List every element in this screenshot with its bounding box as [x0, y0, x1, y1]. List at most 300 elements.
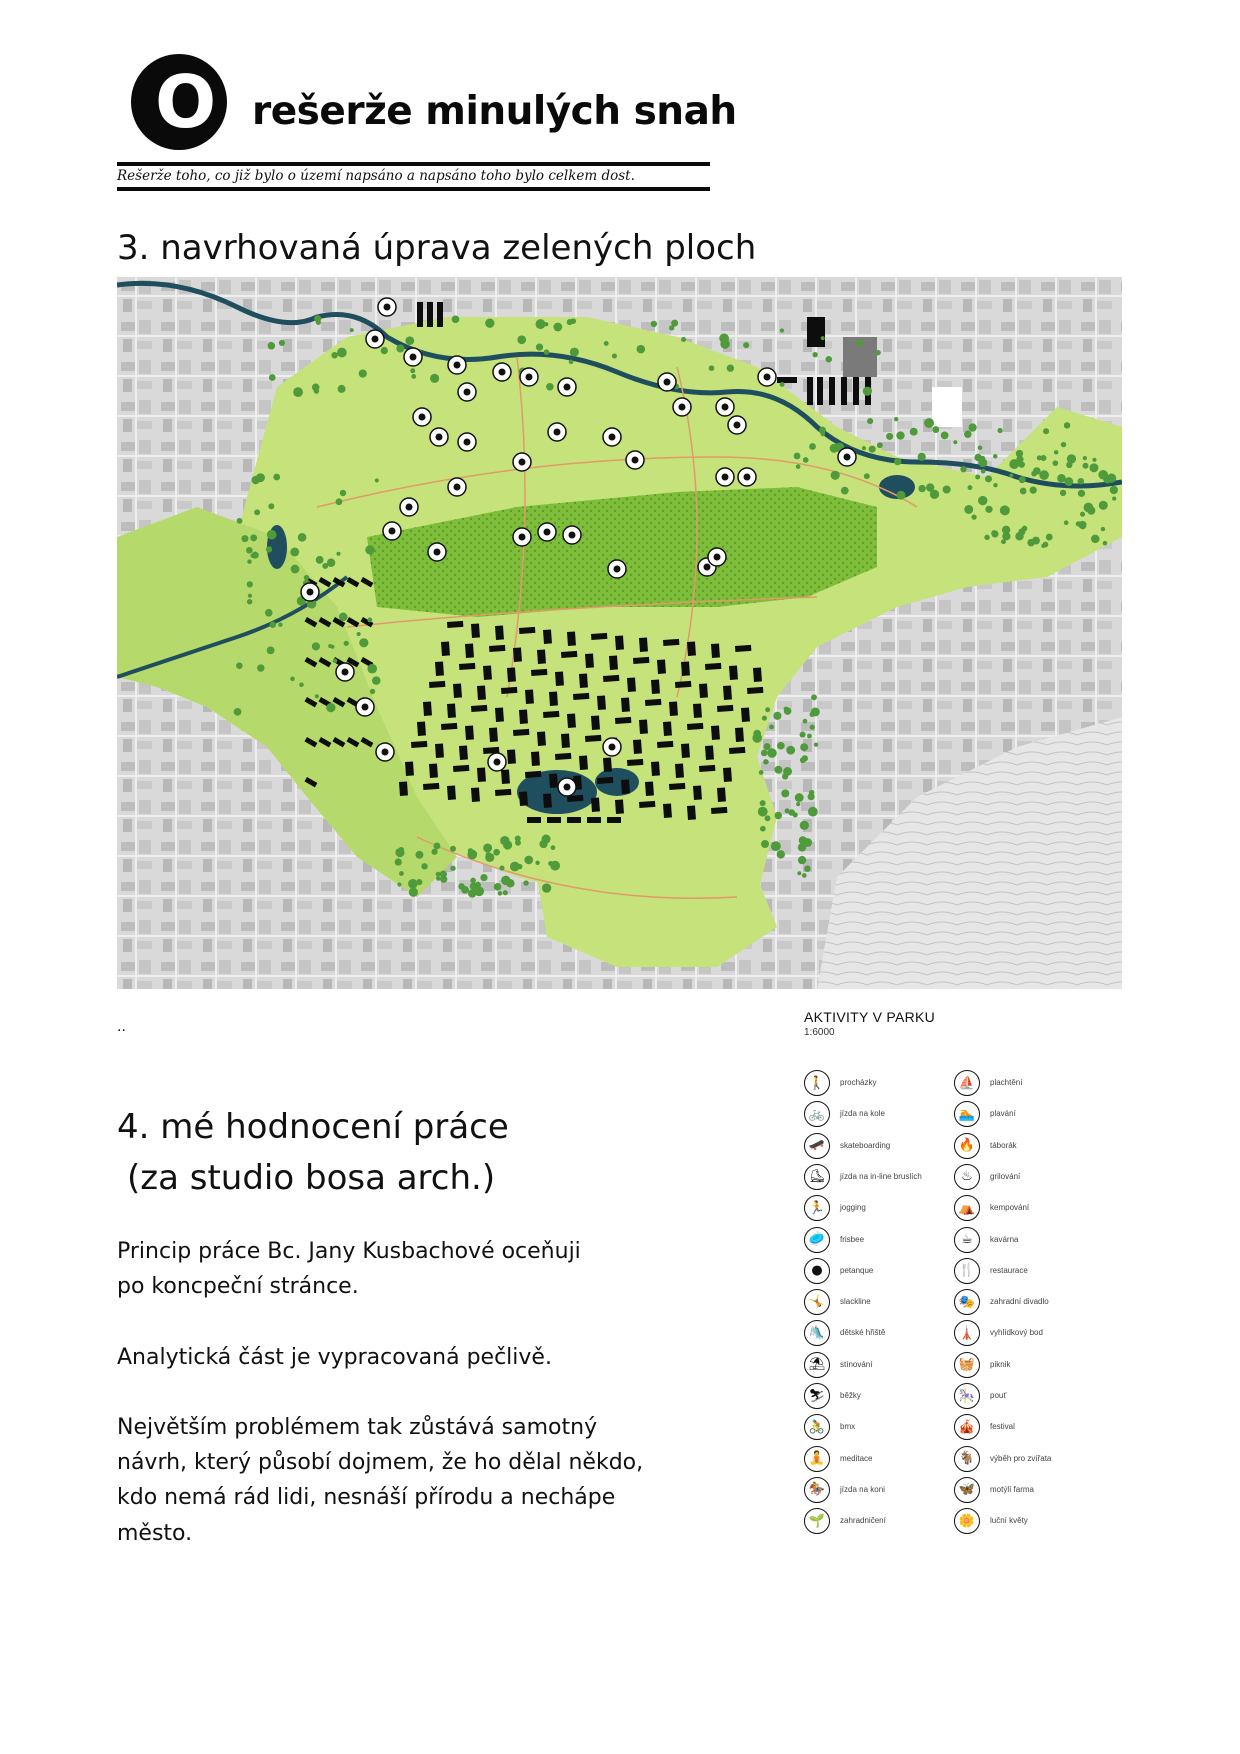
building-block	[675, 763, 684, 778]
tree	[1078, 490, 1085, 497]
tree	[720, 339, 730, 349]
legend-item-label: zahradní divadlo	[990, 1297, 1049, 1307]
building-block	[639, 801, 655, 808]
tree	[336, 498, 343, 505]
slackline-icon: 🤸	[804, 1289, 830, 1315]
tree	[1101, 527, 1105, 531]
fair-icon: 🎠	[954, 1383, 980, 1409]
building-block	[405, 761, 414, 776]
tree	[421, 863, 427, 869]
tree	[1064, 422, 1070, 428]
legend-item-label: bmx	[840, 1422, 856, 1432]
tree	[1103, 541, 1108, 546]
tree	[775, 812, 782, 819]
tree	[365, 545, 374, 554]
tree	[344, 641, 349, 646]
tree	[405, 336, 414, 345]
tree	[340, 490, 346, 496]
activity-marker	[673, 398, 691, 416]
legend-item-label: pouť	[990, 1391, 1007, 1400]
building-block	[531, 751, 540, 766]
building-block	[615, 635, 624, 650]
logo-letter: O	[155, 60, 217, 144]
legend-item	[804, 1318, 885, 1348]
cafe-icon: ☕	[954, 1227, 980, 1253]
tree	[985, 506, 992, 513]
paragraph-problem	[117, 1410, 643, 1551]
tree	[536, 319, 546, 329]
building-block	[561, 733, 570, 748]
legend-item	[954, 1193, 1029, 1223]
tree	[485, 319, 494, 328]
tree	[1092, 467, 1097, 472]
tree	[1043, 542, 1049, 548]
tree	[246, 547, 253, 554]
tree	[267, 646, 275, 654]
activity-marker	[448, 478, 466, 496]
tree	[550, 861, 560, 871]
building-block	[525, 689, 534, 704]
tree	[758, 807, 768, 817]
petanque-icon: ●	[804, 1258, 830, 1284]
building-block	[687, 805, 696, 820]
building-block	[531, 669, 547, 676]
restaurant-icon: 🍴	[954, 1258, 980, 1284]
tree	[797, 871, 801, 875]
tree	[436, 876, 441, 881]
tree	[863, 387, 872, 396]
legend-item-label: dětské hřiště	[840, 1328, 886, 1338]
tree	[894, 417, 898, 421]
tree	[359, 638, 368, 647]
building-block	[615, 799, 624, 814]
building-block	[717, 705, 733, 712]
tree	[452, 316, 460, 324]
tree	[1027, 539, 1034, 546]
tree	[943, 485, 951, 493]
tree	[546, 383, 554, 391]
tree	[763, 759, 769, 765]
building-block	[711, 643, 720, 658]
building-block	[729, 665, 738, 680]
legend-item-label: jízda na kole	[840, 1109, 885, 1119]
building-block	[633, 739, 642, 754]
tree	[267, 530, 277, 540]
tree	[357, 632, 361, 636]
activity-marker	[558, 778, 576, 796]
tree	[291, 565, 300, 574]
tree	[278, 623, 282, 627]
legend-item-label: kavárna	[990, 1234, 1019, 1244]
tree	[651, 321, 657, 327]
tree	[269, 374, 276, 381]
tree	[500, 836, 509, 845]
tree	[862, 446, 866, 450]
tree	[539, 840, 547, 848]
tree	[975, 475, 980, 480]
building-block	[681, 661, 690, 676]
logo-mark	[131, 54, 227, 150]
tree	[501, 876, 510, 885]
activity-marker	[376, 743, 394, 761]
tree	[381, 347, 388, 354]
building-block	[723, 685, 732, 700]
tree	[765, 707, 770, 712]
tree	[798, 856, 806, 864]
tree	[727, 365, 734, 372]
building-block	[657, 741, 673, 748]
legend-item-label: jogging	[840, 1203, 866, 1213]
building-block	[621, 697, 630, 712]
tree	[964, 505, 973, 514]
activity-marker	[430, 428, 448, 446]
building-block	[465, 643, 474, 658]
tree	[897, 491, 906, 500]
legend-item	[954, 1381, 1006, 1411]
playground-icon: 🛝	[804, 1320, 830, 1346]
legend-item	[804, 1162, 922, 1192]
tree	[234, 708, 242, 716]
tree	[796, 464, 801, 469]
tree	[367, 664, 377, 674]
legend-item-label: výběh pro zvířata	[990, 1453, 1052, 1463]
tree	[669, 325, 674, 330]
tree	[503, 890, 508, 895]
building-block	[471, 787, 480, 802]
campfire-icon: 🔥	[954, 1133, 980, 1159]
tree	[486, 852, 491, 857]
tree	[886, 433, 893, 440]
activity-marker	[758, 368, 776, 386]
tree	[978, 458, 987, 467]
meditation-icon: 🧘	[804, 1446, 830, 1472]
jogging-icon: 🏃	[804, 1195, 830, 1221]
building-block	[663, 803, 672, 818]
building-block	[477, 685, 486, 700]
building-block	[567, 713, 576, 728]
activity-marker	[356, 698, 374, 716]
tree	[436, 872, 441, 877]
tree	[964, 430, 972, 438]
legend-item	[954, 1475, 1034, 1505]
gardening-icon: 🌱	[804, 1508, 830, 1534]
tree	[1030, 487, 1037, 494]
legend-item-label: slackline	[840, 1297, 871, 1307]
tree	[290, 548, 299, 557]
building-block	[651, 761, 660, 776]
tree	[831, 471, 840, 480]
building-block	[471, 705, 487, 712]
tree	[910, 428, 918, 436]
building-block	[561, 651, 577, 658]
tree	[570, 348, 579, 357]
legend-item	[954, 1506, 1028, 1536]
tree	[337, 348, 347, 358]
tree	[268, 342, 276, 350]
tree	[941, 432, 949, 440]
tree	[316, 320, 321, 325]
legend-item	[804, 1256, 873, 1286]
legend-item	[954, 1318, 1043, 1348]
tree	[430, 374, 439, 383]
tree	[777, 850, 785, 858]
legend-item	[804, 1506, 886, 1536]
tree	[971, 514, 976, 519]
tree	[551, 845, 556, 850]
tree	[431, 849, 437, 855]
tree	[247, 559, 251, 563]
activity-marker	[558, 378, 576, 396]
legend-item	[804, 1412, 855, 1442]
tree	[864, 473, 870, 479]
bmx-icon: 🚴	[804, 1414, 830, 1440]
legend-item-label: procházky	[840, 1078, 877, 1087]
building-block	[747, 687, 763, 694]
tree	[894, 458, 901, 465]
tree	[808, 807, 818, 817]
activity-marker	[366, 330, 384, 348]
tree	[494, 883, 502, 891]
tree	[877, 442, 883, 448]
tree	[257, 664, 264, 671]
tree	[773, 712, 781, 720]
building-block	[495, 707, 504, 722]
building-block	[657, 659, 666, 674]
legend-item-label: plavání	[990, 1109, 1016, 1119]
tree	[483, 843, 492, 852]
building-block	[441, 641, 450, 656]
tree	[804, 865, 810, 871]
tree	[1033, 467, 1041, 475]
tree	[569, 360, 574, 365]
tree	[825, 356, 832, 363]
tree	[762, 716, 767, 721]
legend-item-label: restaurace	[990, 1265, 1028, 1275]
tree	[336, 552, 340, 556]
tree	[875, 350, 880, 355]
building-block	[423, 783, 439, 790]
tree	[760, 800, 766, 806]
tree	[298, 533, 307, 542]
legend-scale: 1:6000	[804, 1027, 835, 1038]
legend-item-label: skateboarding	[840, 1140, 891, 1150]
tree	[1020, 488, 1027, 495]
building-block	[447, 703, 456, 718]
tree	[375, 478, 379, 482]
tree	[480, 874, 487, 881]
tree	[411, 374, 416, 379]
tree	[993, 454, 998, 459]
legend-item-label: grilování	[990, 1171, 1021, 1181]
tree	[410, 368, 415, 373]
tree	[397, 882, 401, 886]
building-block	[585, 653, 594, 668]
tree	[1112, 497, 1116, 501]
tree	[1009, 473, 1013, 477]
header-rule-bottom	[117, 187, 710, 191]
building-block	[579, 673, 588, 688]
tree	[237, 518, 243, 524]
paragraph-line: po koncpeční stránce.	[117, 1274, 359, 1300]
activity-marker	[563, 526, 581, 544]
tree	[250, 534, 257, 541]
legend-item	[804, 1099, 885, 1129]
tree	[273, 474, 280, 481]
building-block	[459, 745, 468, 760]
tree	[409, 888, 418, 897]
tree	[544, 349, 550, 355]
building-block	[639, 719, 648, 734]
building-block	[411, 741, 427, 748]
tree	[1067, 454, 1076, 463]
building-block	[675, 681, 691, 688]
legend-title: AKTIVITY V PARKU	[804, 1009, 936, 1025]
park-plan-map	[117, 277, 1122, 989]
grill-icon: ♨	[954, 1164, 980, 1190]
tree	[1110, 486, 1118, 494]
building-block	[549, 773, 558, 788]
tree	[978, 496, 987, 505]
tree	[960, 466, 966, 472]
activity-marker	[716, 398, 734, 416]
tree	[372, 676, 381, 685]
tree	[800, 743, 808, 751]
tree	[985, 475, 992, 482]
building-block	[501, 687, 517, 694]
activity-marker	[428, 543, 446, 561]
activity-marker	[493, 363, 511, 381]
building-block	[543, 711, 559, 718]
building-block	[513, 729, 529, 736]
tree	[316, 556, 324, 564]
building-block	[495, 625, 504, 640]
building-block	[453, 765, 469, 772]
tree	[265, 609, 273, 617]
building-block	[567, 631, 576, 646]
tree	[498, 891, 503, 896]
legend-item	[954, 1256, 1028, 1286]
activity-marker	[838, 448, 856, 466]
tree	[339, 613, 348, 622]
tree	[535, 861, 539, 865]
legend-item	[954, 1225, 1018, 1255]
tree	[780, 382, 785, 387]
tree	[799, 836, 807, 844]
tree	[247, 581, 253, 587]
building-block	[663, 721, 672, 736]
legend-item-label: meditace	[840, 1453, 873, 1463]
building-block	[597, 777, 613, 784]
cross-country-ski-icon: ⛷	[804, 1383, 830, 1409]
building-block	[573, 693, 589, 700]
building-block	[687, 641, 696, 656]
picnic-icon: 🧺	[954, 1352, 980, 1378]
tree	[604, 341, 609, 346]
building-block	[729, 747, 745, 754]
paragraph-line: Princip práce Bc. Jany Kusbachové oceňuji	[117, 1239, 581, 1264]
tree	[794, 453, 801, 460]
activity-marker	[738, 468, 756, 486]
activity-marker	[383, 522, 401, 540]
building-block	[711, 807, 727, 814]
tree	[918, 485, 925, 492]
tree	[761, 750, 768, 757]
tree	[331, 352, 337, 358]
tree	[709, 365, 715, 371]
tree	[510, 862, 520, 872]
activity-marker	[716, 468, 734, 486]
building-block	[627, 677, 636, 692]
building-block	[447, 785, 456, 800]
building-block	[603, 757, 612, 772]
tree	[771, 841, 781, 851]
building-block	[519, 627, 535, 634]
tree	[1080, 512, 1085, 517]
activity-marker	[404, 348, 422, 366]
building-block	[645, 781, 654, 796]
tree	[1060, 490, 1066, 496]
legend-item	[804, 1131, 890, 1161]
header-rule-top	[117, 162, 710, 166]
activity-marker	[458, 433, 476, 451]
tree	[251, 476, 259, 484]
legend-item-label: motýlí farma	[990, 1484, 1035, 1494]
tree	[1046, 534, 1053, 541]
building-block	[645, 699, 661, 706]
legend-item	[804, 1225, 864, 1255]
building-block	[429, 681, 445, 688]
walking-icon: 🚶	[804, 1070, 830, 1096]
building-block	[741, 707, 750, 722]
tree	[312, 642, 320, 650]
tree	[1076, 521, 1081, 526]
tree	[812, 352, 817, 357]
tree	[612, 353, 617, 358]
legend-item-label: frisbee	[840, 1234, 865, 1244]
tree	[1061, 442, 1066, 447]
frisbee-icon: 🥏	[804, 1227, 830, 1253]
building-block	[543, 629, 552, 644]
activity-marker	[513, 453, 531, 471]
tree	[924, 418, 934, 428]
tree	[820, 431, 825, 436]
tree	[932, 426, 939, 433]
tree	[774, 766, 782, 774]
tree	[807, 734, 812, 739]
legend-item-label: vyhlídkový bod	[990, 1328, 1043, 1338]
tree	[1081, 525, 1086, 530]
tree	[314, 388, 319, 393]
legend-item-label: piknik	[990, 1359, 1011, 1369]
tree	[1098, 470, 1108, 480]
legend-item	[804, 1193, 866, 1223]
activity-marker	[538, 523, 556, 541]
tree	[370, 689, 375, 694]
building-block	[549, 691, 558, 706]
building-block	[735, 727, 744, 742]
building-block	[669, 783, 685, 790]
tree	[788, 809, 795, 816]
building-block	[507, 667, 516, 682]
tree	[743, 342, 749, 348]
tree	[553, 323, 562, 332]
tree	[1092, 458, 1096, 462]
activity-marker	[708, 548, 726, 566]
camping-icon: ⛺	[954, 1195, 980, 1221]
legend-item	[804, 1381, 861, 1411]
tree	[856, 340, 863, 347]
festival-icon: 🎪	[954, 1414, 980, 1440]
